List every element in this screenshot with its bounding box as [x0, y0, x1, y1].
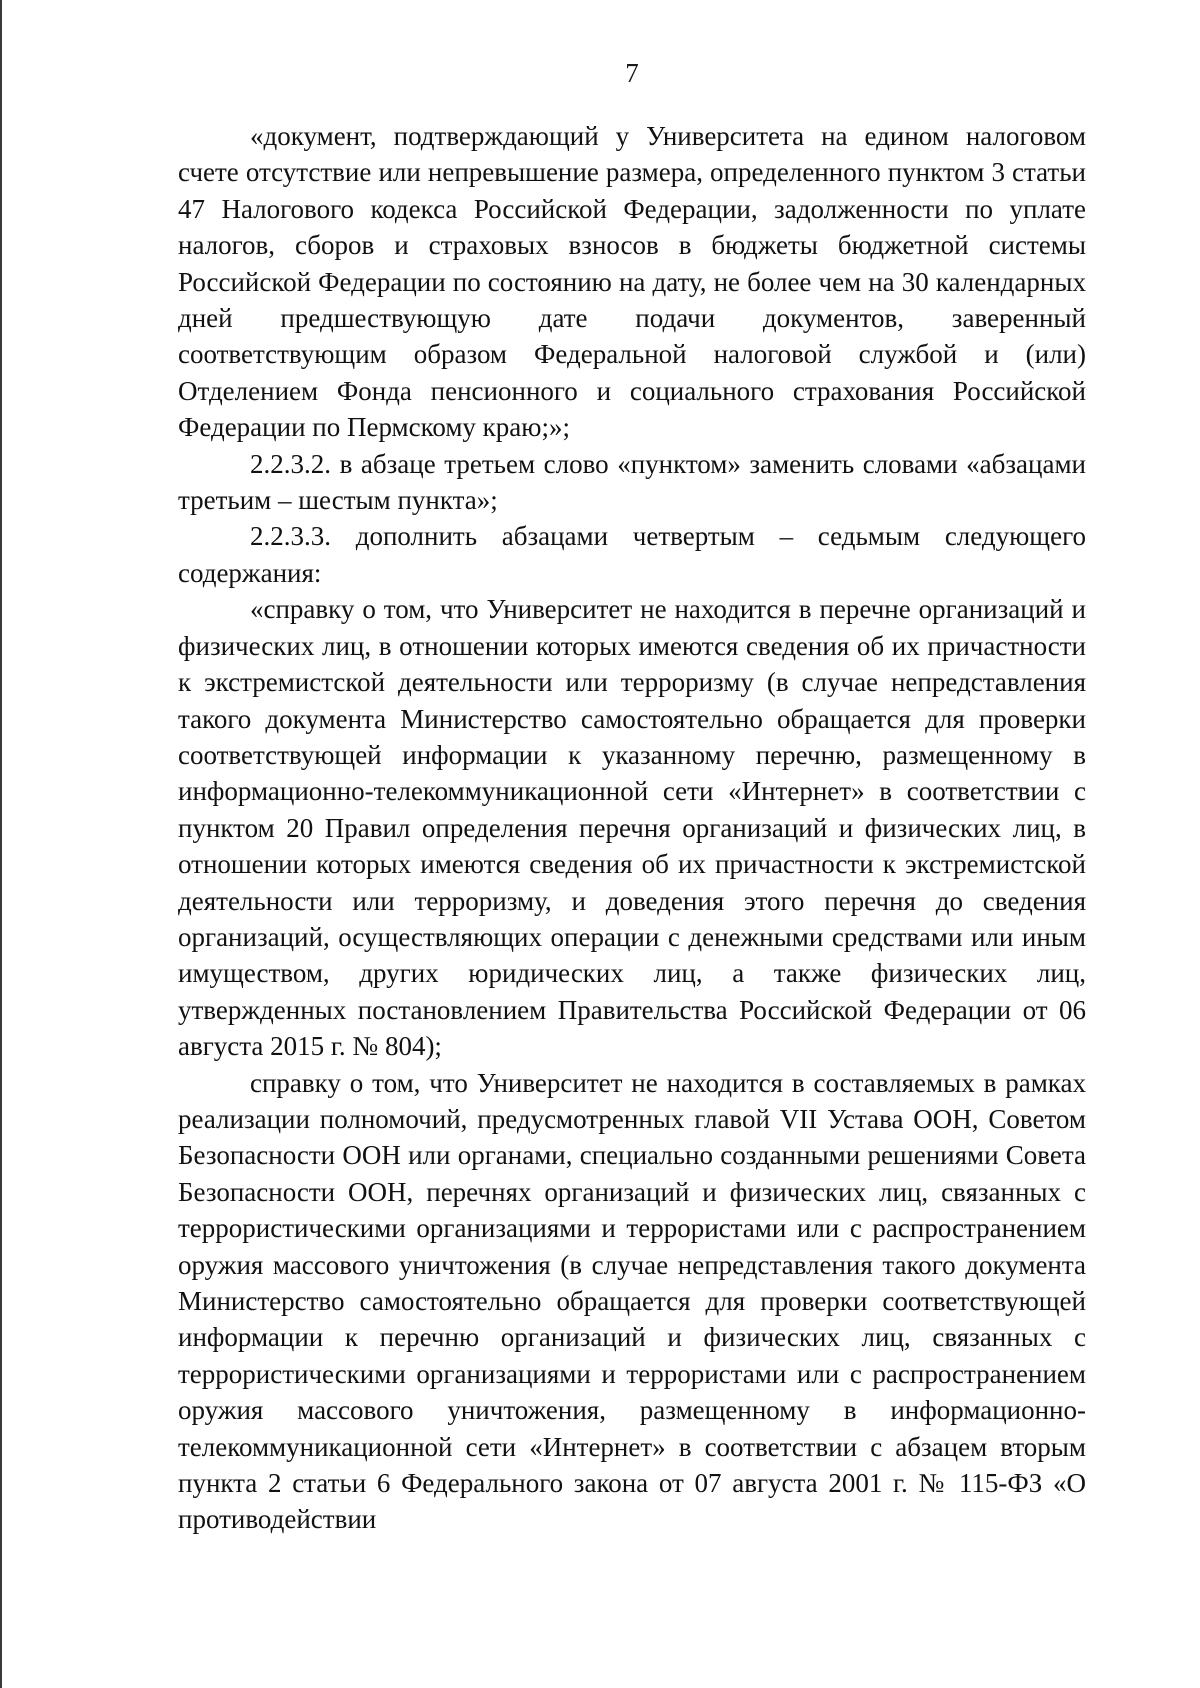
- paragraph-un-sanctions-certificate: справку о том, что Университет не находится в составляемых в рамках реализации полномочий, предусмотренных главой VII Устава ООН, Советом Безопасности ООН или органами, специально созданными решениями Совета Безопасности ООН, перечнях организаций и физических лиц, связанных с террористическими организациями и террористами или с распространением оружия массового уничтожения (в случае непредставления такого документа Министерство самостоятельно обращается для проверки соответствующей информации к перечню организаций и физических лиц, связанных с террористическими организациями и террористами или с распространением оружия массового уничтожения, размещенному в информационно-телекоммуникационной сети «Интернет» в соответствии с абзацем вторым пункта 2 статьи 6 Федерального закона от 07 августа 2001 г. № 115-ФЗ «О противодействии: [178, 1067, 1086, 1535]
- document-body: [178, 118, 1086, 1538]
- paragraph-2-2-3-3: 2.2.3.3. дополнить абзацами четвертым – седьмым следующего содержания:: [178, 521, 1086, 588]
- paragraph-tax-document: «документ, подтверждающий у Университета на едином налоговом счете отсутствие или непревышение размера, определенного пунктом 3 статьи 47 Налогового кодекса Российской Федерации, задолженности по уплате налогов, сборов и страховых взносов в бюджеты бюджетной системы Российской Федерации по состоянию на дату, не более чем на 30 календарных дней предшествующую дате подачи документов, заверенный соответствующим образом Федеральной налоговой службой и (или) Отделением Фонда пенсионного и социального страхования Российской Федерации по Пермскому краю;»;: [178, 121, 1086, 443]
- paragraph-extremism-list-certificate: «справку о том, что Университет не находится в перечне организаций и физических лиц, в отношении которых имеются сведения об их причастности к экстремистской деятельности или терроризму (в случае непредставления такого документа Министерство самостоятельно обращается для проверки соответствующей информации к указанному перечню, размещенному в информационно-телекоммуникационной сети «Интернет» в соответствии с пунктом 20 Правил определения перечня организаций и физических лиц, в отношении которых имеются сведения об их причастности к экстремистской деятельности или терроризму, и доведения этого перечня до сведения организаций, осуществляющих операции с денежными средствами или иным имуществом, других юридических лиц, а также физических лиц, утвержденных постановлением Правительства Российской Федерации от 06 августа 2015 г. № 804);: [178, 594, 1086, 1062]
- paragraph-2-2-3-2: 2.2.3.2. в абзаце третьем слово «пунктом» заменить словами «абзацами третьим – шестым пункта»;: [178, 448, 1086, 516]
- page-number: 7: [625, 58, 639, 88]
